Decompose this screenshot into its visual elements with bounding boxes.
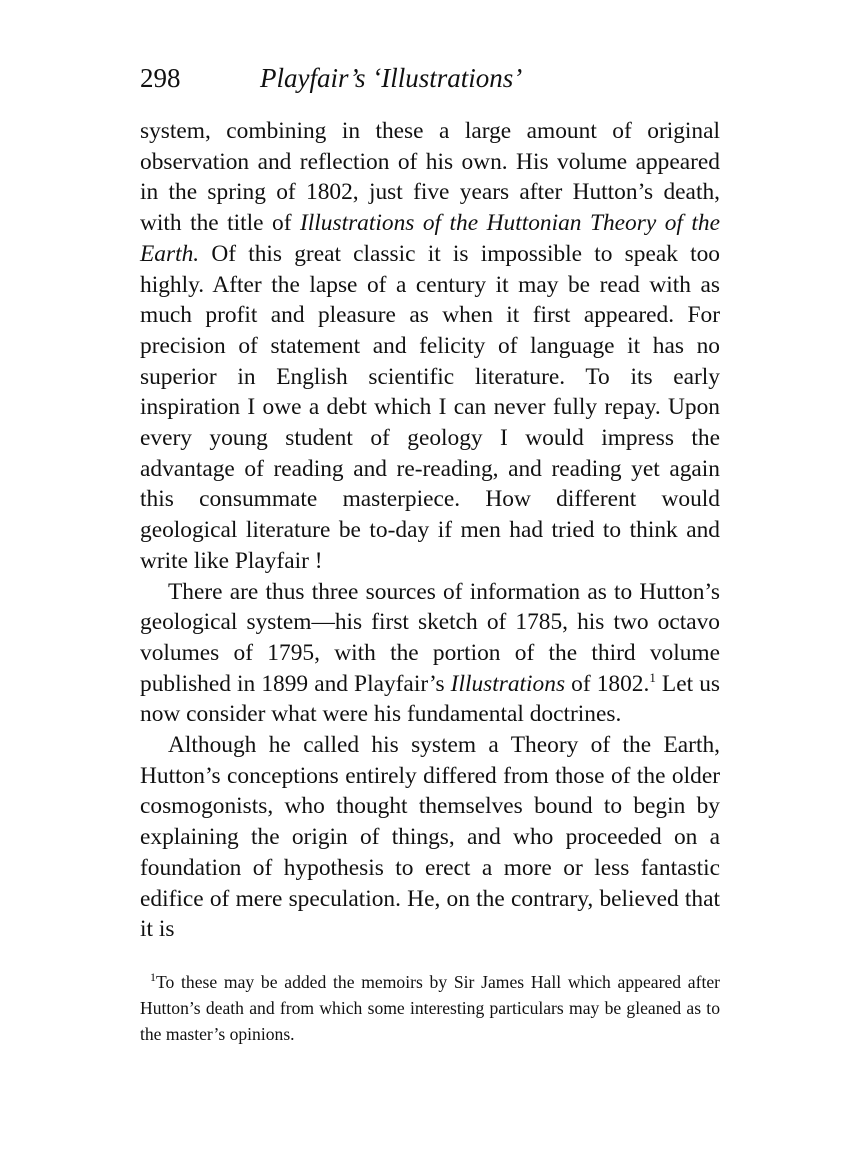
footnote [140, 969, 720, 1047]
page-number: 298 [140, 63, 181, 93]
footnote-marker: 1 [150, 970, 156, 985]
paragraph-3 [140, 730, 720, 945]
body-text [140, 116, 720, 945]
page-header [140, 58, 720, 116]
footnote-text: To these may be added the memoirs by Sir James Hall which appeared after Hutton’s death and from which some interesting particulars may be gleaned as to the master’s opinions. [140, 971, 720, 1044]
paragraph-1 [140, 116, 720, 577]
paragraph-1-text-a: system, combining in these a large amount of original observation and reflection of his own. His volume appeared in the spring of 1802, just five years after Hutton’s death, with the title of [140, 118, 720, 237]
footnote-reference: 1 [649, 669, 656, 685]
paragraph-2-text-c: Let us now consider what were his fundamental doctrines. [140, 670, 720, 728]
running-head: Playfair’s ‘Illustrations’ [260, 63, 523, 93]
paragraph-1-text-b: Of this great classic it is impossible to speak too highly. After the lapse of a century it may be read with as much profit and pleasure as when it first appeared. For precision of statement and felicity of language it has no superior in English scientific literature. To its early inspiration I owe a debt which I can never fully repay. Upon every young student of geology I would impress the advantage of reading and re-reading, and reading yet again this consummate masterpiece. How different would geological literature be to-day if men had tried to think and write like Playfair ! [140, 240, 720, 574]
book-title-illustrations-huttonian-theory: Illustrations of the Huttonian Theory of the Earth. [140, 210, 720, 267]
paragraph-2-text-b: of 1802. [565, 670, 650, 697]
paragraph-3-text: Although he called his system a Theory of the Earth, Hutton’s conceptions entirely differed from those of the older cosmogonists, who thought themselves bound to begin by explaining the origin of things, and who proceeded on a foundation of hypothesis to erect a more or less fantastic edifice of mere speculation. He, on the contrary, believed that it is [140, 732, 720, 943]
book-title-illustrations: Illustrations [450, 670, 566, 697]
paragraph-2 [140, 577, 720, 731]
paragraph-2-text-a: There are thus three sources of information as to Hutton’s geological system—his first sketch of 1785, his two octavo volumes of 1795, with the portion of the third volume published in 1899 and Playfair’s [140, 578, 720, 697]
book-page [140, 58, 720, 1047]
